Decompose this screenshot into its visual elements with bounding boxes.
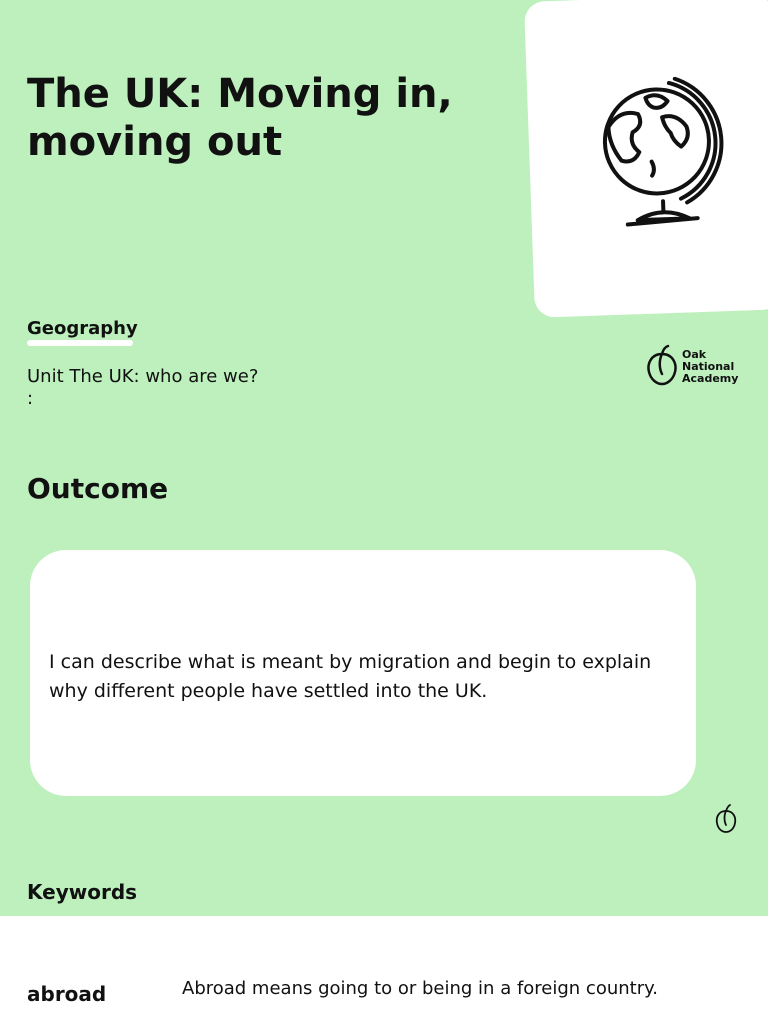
subject-label: Geography <box>27 318 138 339</box>
lesson-title: The UK: Moving in, moving out <box>27 71 453 165</box>
keywords-heading: Keywords <box>27 880 138 904</box>
logo-text: Oak National Academy <box>682 348 739 385</box>
keywords-panel <box>0 916 768 1024</box>
oak-national-academy-logo <box>645 344 739 392</box>
keyword-term: abroad <box>27 982 107 1006</box>
unit-label: Unit The UK: who are we? <box>27 366 259 387</box>
acorn-icon <box>645 344 679 388</box>
unit-colon: : <box>27 388 34 409</box>
illustration-card <box>524 0 768 318</box>
acorn-icon <box>714 804 738 838</box>
outcome-text: I can describe what is meant by migration and begin to explain why different people have settled into the UK. <box>49 651 652 702</box>
globe-icon <box>597 75 733 239</box>
keyword-definition: Abroad means going to or being in a foreign country. <box>182 978 658 999</box>
subject-underline <box>27 340 133 346</box>
outcome-card <box>30 550 696 796</box>
outcome-heading: Outcome <box>27 472 169 505</box>
